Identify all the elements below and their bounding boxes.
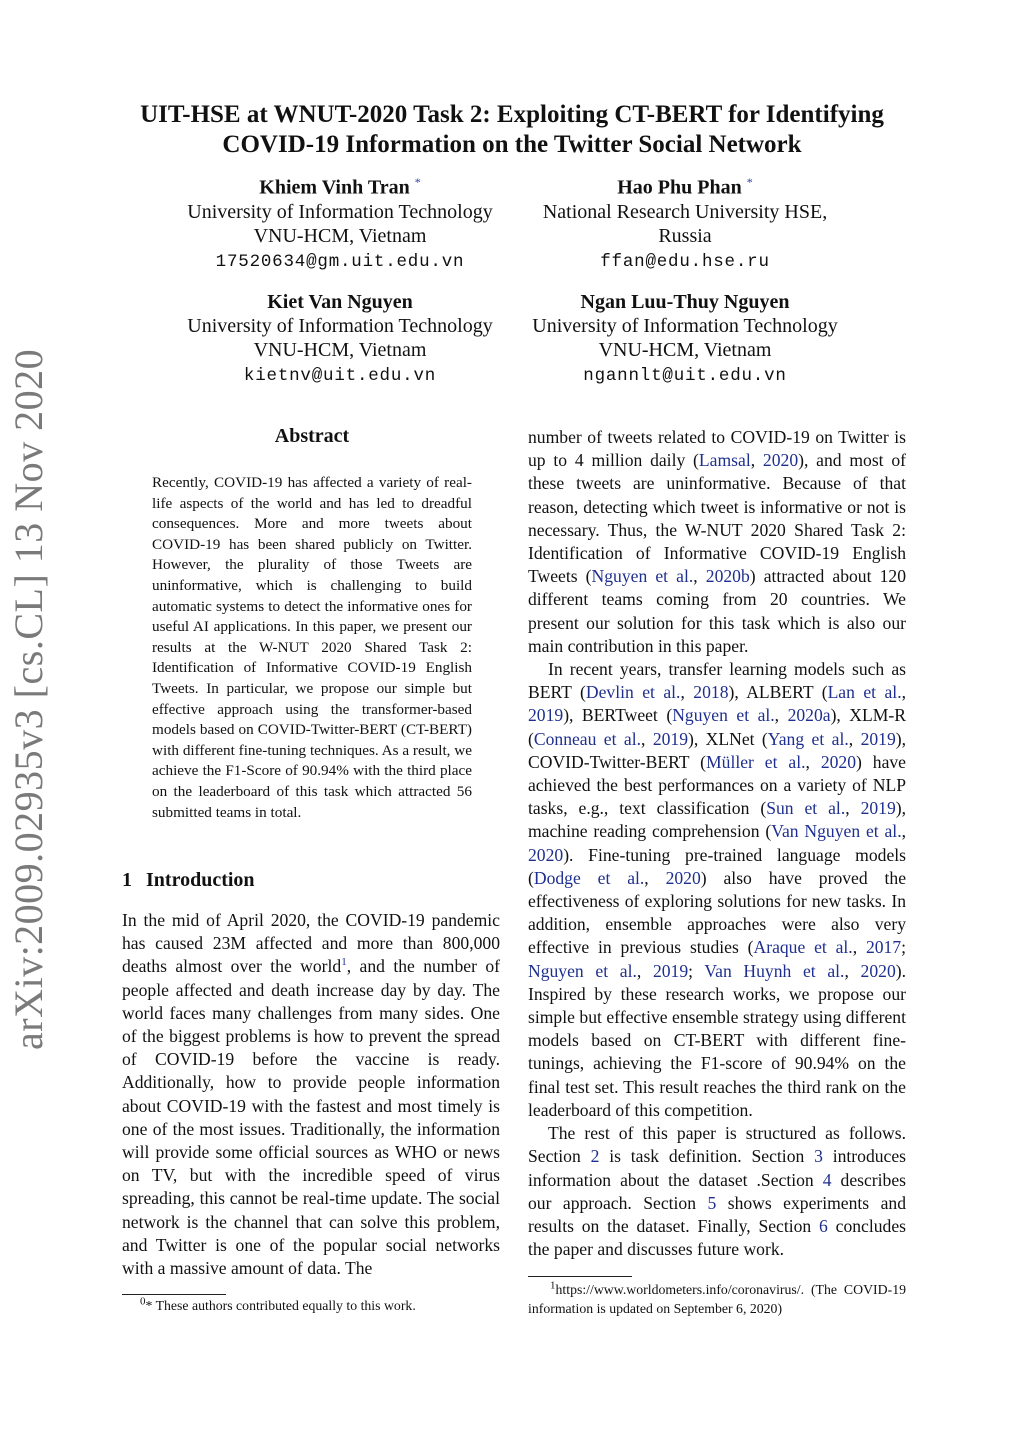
citation-link[interactable]: 2019 — [528, 705, 564, 726]
intro-paragraph-1 — [122, 909, 500, 1280]
intro-paragraph-2: In recent years, transfer learning models such as BERT (Devlin et al., 2018), ALBERT (Lan et al., 2019), BERTweet (Nguyen et al., 2020a), XLM-R (Conneau et al., 2019), XLNet (Yang et al., 2019), COVID-Twitter-BERT (Müller et al., 2020) have achieved the best performances on a variety of NLP tasks, e.g., text classification (Sun et al., 2019), machine reading comprehension (Van Nguyen et al., 2020). Fine-tuning pre-trained language models (Dodge et al., 2020) also have proved the effectiveness of exploring solutions for new tasks. In addition, ensemble approaches were also very effective in previous studies (Araque et al., 2017; Nguyen et al., 2019; Van Huynh et al., 2020). Inspired by these research works, we propose our simple but effective ensemble strategy using different models based on CT-BERT with different fine-tunings, achieving the F1-score of 90.94% on the final test set. This result reaches the third rank on the leaderboard of this competition. — [528, 659, 907, 1120]
citation-link[interactable]: Conneau et al. — [533, 728, 642, 749]
author-location: VNU-HCM, Vietnam — [253, 339, 427, 361]
author-block-2 — [500, 170, 870, 274]
author-location: VNU-HCM, Vietnam — [598, 339, 772, 361]
citation-link[interactable]: 2018 — [693, 682, 729, 703]
section-ref-link[interactable]: 5 — [707, 1192, 717, 1213]
abstract-heading: Abstract — [274, 425, 350, 447]
citation-link[interactable]: 2020 — [860, 960, 896, 981]
section-ref-link[interactable]: 6 — [819, 1215, 828, 1236]
author-name: Ngan Luu-Thuy Nguyen — [580, 291, 790, 313]
citation-link[interactable]: Lan et al. — [827, 682, 902, 703]
author-block-3 — [155, 290, 525, 388]
footnote-ref-link[interactable]: 1 — [341, 956, 347, 969]
citation-link[interactable]: 2020 — [528, 844, 564, 865]
footnote-marker: 0 — [140, 1295, 146, 1308]
footnote-right — [528, 1280, 906, 1318]
title-line-1: UIT-HSE at WNUT-2020 Task 2: Exploiting CT-BERT for Identifying — [140, 101, 884, 128]
footnote-marker: 1 — [550, 1279, 556, 1292]
footnote-divider-right — [528, 1276, 632, 1277]
citation-link[interactable]: Yang et al. — [767, 728, 849, 749]
citation-link[interactable]: 2020a — [787, 705, 831, 726]
section-title: Introduction — [146, 869, 255, 891]
author-email[interactable]: kietnv@uit.edu.vn — [243, 366, 437, 386]
author-location: Russia — [658, 224, 712, 247]
citation-link[interactable]: Lamsal — [698, 450, 751, 471]
intro-right-column — [528, 426, 906, 1261]
intro-paragraph-3: The rest of this paper is structured as follows. Section 2 is task definition. Section 3 introduces information about the dataset .Section 4 describes our approach. Section 5 shows experiments and results on the dataset. Finally, Section 6 concludes the paper and discusses future work. — [528, 1123, 907, 1260]
author-name: Hao Phu Phan — [617, 176, 742, 199]
intro-paragraph-continued: number of tweets related to COVID-19 on Twitter is up to 4 million daily (Lamsal, 2020), and most of these tweets are uninformative. Because of that reason, detecting which tweet is informative or not is necessary. Thus, the W-NUT 2020 Shared Task 2: Identification of Informative COVID-19 English Tweets (Nguyen et al., 2020b) attracted about 120 different teams coming from 20 countries. We present our solution for this task which is also our main contribution in this paper. — [528, 427, 907, 656]
intro-text: , and the number of people affected and death increase day by day. The world faces many challenges from many sides. One of the biggest problems is how to prevent the spread of COVID-19 before the vaccine is ready. Additionally, how to provide people information about COVID-19 with the fastest and most timely is one of the most issues. Traditionally, the information will provide some official sources as WHO or news on TV, but with the incredible speed of virus spreading, this cannot be real-time update. The social network is the channel that can solve this problem, and Twitter is one of the popular social networks with a massive amount of data. The — [122, 956, 500, 1279]
author-name: Kiet Van Nguyen — [267, 291, 413, 313]
author-location: VNU-HCM, Vietnam — [253, 224, 427, 247]
author-affiliation: National Research University HSE, — [542, 200, 828, 223]
citation-link[interactable]: 2020 — [820, 751, 856, 772]
citation-link[interactable]: 2020 — [665, 867, 701, 888]
citation-link[interactable]: Van Huynh et al. — [704, 960, 845, 981]
intro-left-column — [122, 909, 500, 1280]
citation-link[interactable]: Nguyen et al. — [591, 566, 694, 587]
author-affiliation: University of Information Technology — [187, 315, 493, 337]
title-line-2: COVID-19 Information on the Twitter Social Network — [222, 131, 802, 158]
author-email[interactable]: ffan@edu.hse.ru — [600, 251, 770, 272]
citation-link[interactable]: 2019 — [860, 798, 896, 819]
author-block-4 — [500, 290, 870, 388]
paper-title — [0, 100, 1024, 160]
author-affiliation: University of Information Technology — [532, 315, 838, 337]
intro-text: In the mid of April 2020, the COVID-19 pandemic has caused 23M affected and more than 800,000 deaths almost over the world — [122, 910, 500, 977]
citation-link[interactable]: Müller et al. — [706, 751, 806, 772]
citation-link[interactable]: 2019 — [652, 960, 689, 981]
citation-link[interactable]: Van Nguyen et al. — [771, 821, 902, 842]
abstract-body: Recently, COVID-19 has affected a variety of real-life aspects of the world and has led to dreadful consequences. More and more tweets about COVID-19 has been shared publicly on Twitter. However, the plurality of those Tweets are uninformative, which is challenging to build automatic systems to detect the informative ones for useful AI applications. In this paper, we present our results at the W-NUT 2020 Shared Task 2: Identification of Informative COVID-19 English Tweets. In particular, we propose our simple but effective approach using the transformer-based models based on COVID-Twitter-BERT (CT-BERT) with different fine-tuning techniques. As a result, we achieve the F1-Score of 90.94% with the third place on the leaderboard of this task which attracted 56 submitted teams in total. — [152, 474, 472, 821]
footnote-text[interactable]: https://www.worldometers.info/coronavirus/. (The COVID-19 information is updated on September 6, 2020) — [528, 1282, 906, 1316]
section-number: 1 — [122, 869, 132, 891]
section-ref-link[interactable]: 3 — [814, 1146, 823, 1167]
footnote-text: * These authors contributed equally to this work. — [145, 1298, 416, 1313]
equal-contribution-mark: * — [414, 175, 421, 189]
section-heading-introduction — [122, 869, 269, 892]
section-ref-link[interactable]: 4 — [822, 1169, 832, 1190]
citation-link[interactable]: Devlin et al. — [585, 682, 681, 703]
citation-link[interactable]: Araque et al. — [753, 937, 853, 958]
citation-link[interactable]: 2017 — [865, 937, 902, 958]
citation-link[interactable]: Sun et al. — [766, 798, 846, 819]
section-ref-link[interactable]: 2 — [590, 1146, 600, 1167]
citation-link[interactable]: Nguyen et al. — [528, 960, 637, 981]
citation-link[interactable]: 2020 — [762, 450, 799, 471]
citation-link[interactable]: 2019 — [652, 728, 689, 749]
citation-link[interactable]: 2019 — [860, 728, 896, 749]
arxiv-identifier: arXiv:2009.02935v3 [cs.CL] 13 Nov 2020 — [6, 348, 51, 1050]
citation-link[interactable]: Nguyen et al. — [672, 705, 775, 726]
equal-contribution-mark: * — [746, 175, 753, 189]
author-affiliation: University of Information Technology — [187, 200, 493, 223]
footnote-divider-left — [122, 1294, 226, 1295]
author-email[interactable]: 17520634@gm.uit.edu.vn — [215, 251, 465, 272]
author-name: Khiem Vinh Tran — [259, 176, 410, 199]
citation-link[interactable]: Dodge et al. — [533, 867, 645, 888]
author-email[interactable]: ngannlt@uit.edu.vn — [583, 366, 787, 386]
citation-link[interactable]: 2020b — [705, 566, 750, 587]
footnote-left — [140, 1296, 500, 1315]
author-block-1 — [155, 170, 525, 274]
